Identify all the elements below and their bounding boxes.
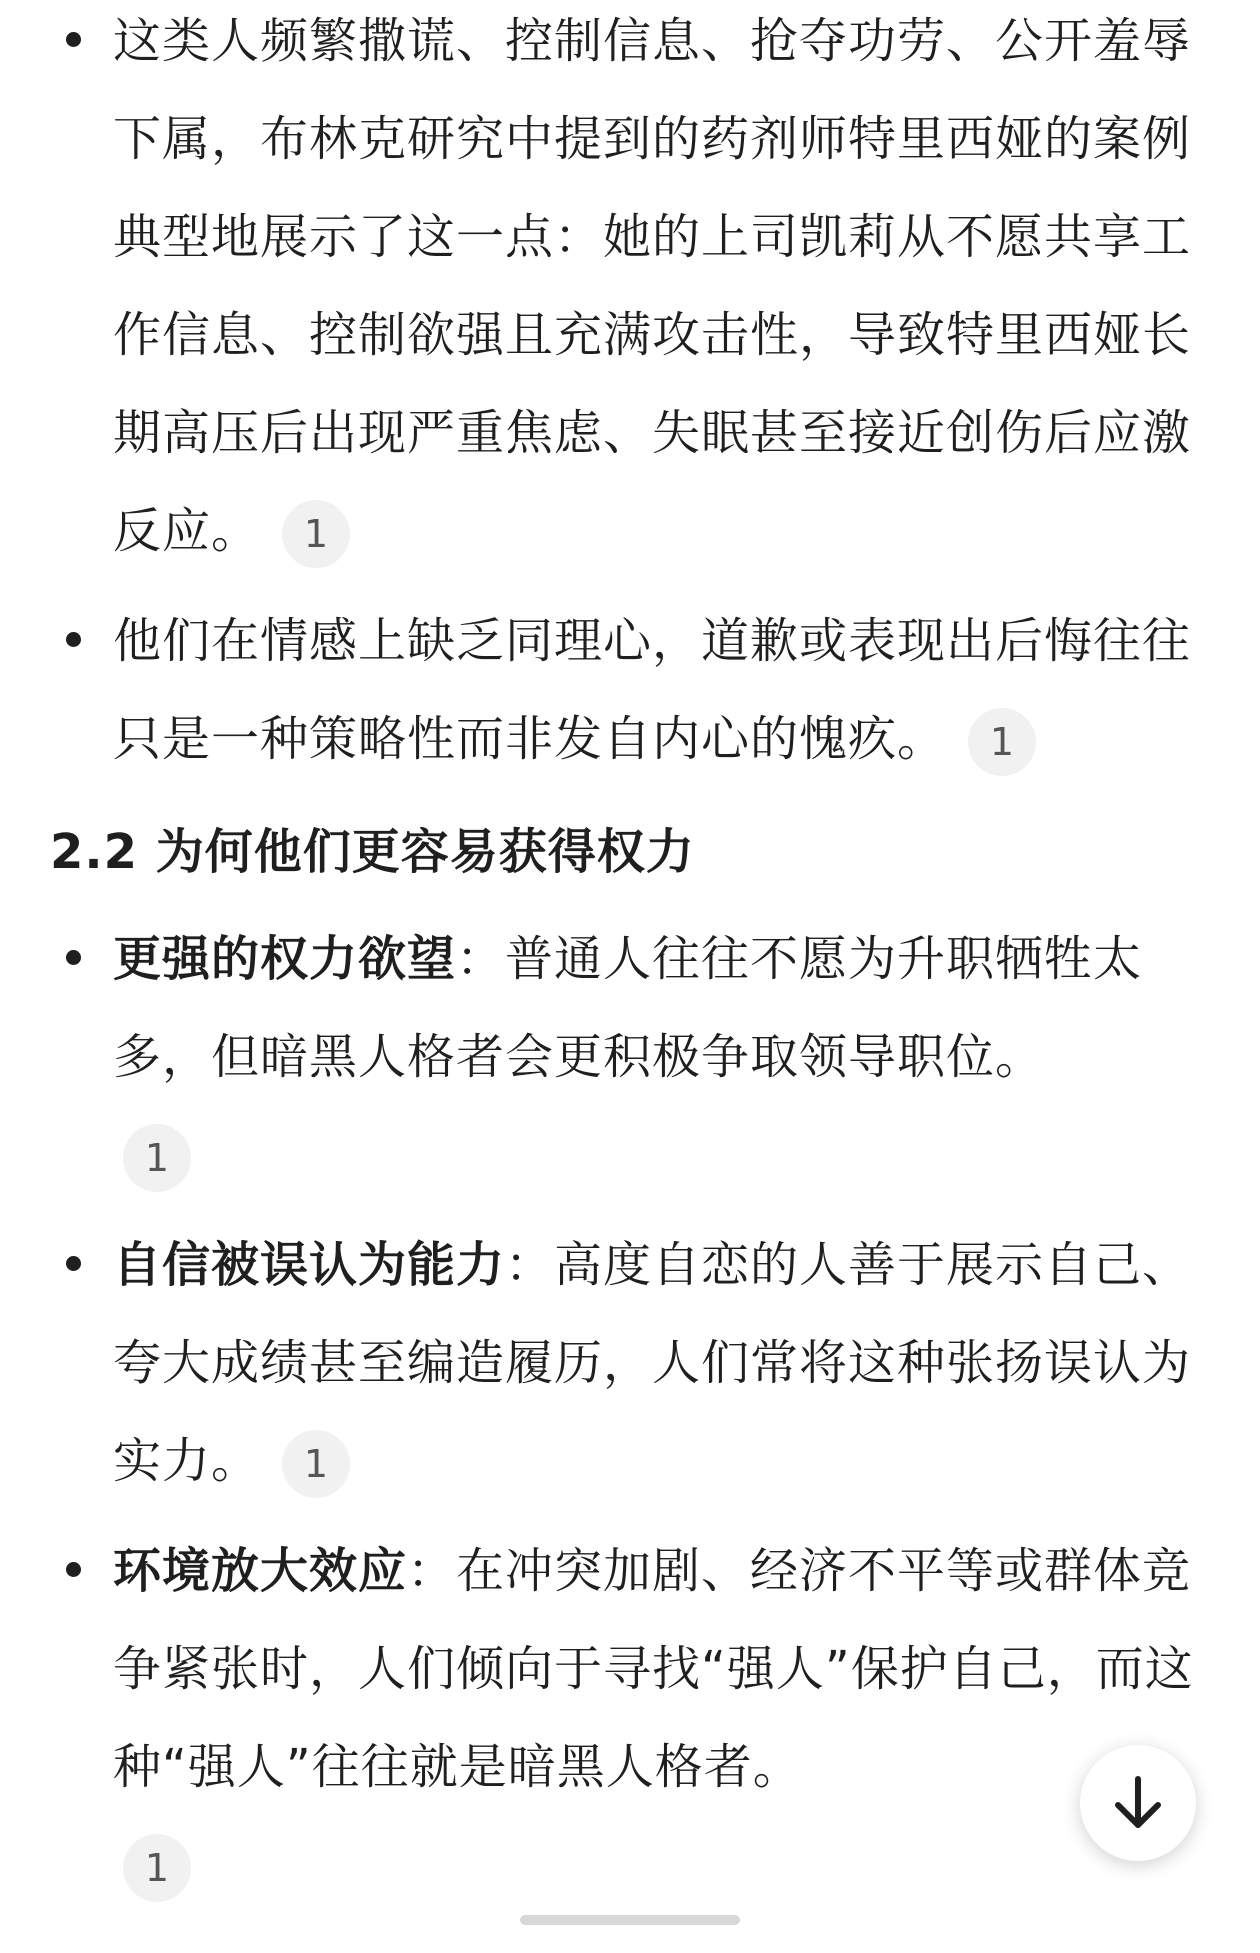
bullet-dot bbox=[66, 1256, 81, 1271]
list-item-text: 他们在情感上缺乏同理心，道歉或表现出后悔往往只是一种策略性而非发自内心的愧疚。 bbox=[113, 613, 1192, 767]
list-item bbox=[0, 592, 1260, 788]
scroll-to-bottom-button[interactable] bbox=[1080, 1745, 1196, 1861]
bullet-dot bbox=[66, 950, 81, 965]
list-item-text: ：高度自恋的人善于展示自己、夸大成绩甚至编造履历，人们常将这种张扬误认为实力。 bbox=[113, 1237, 1192, 1489]
citation-badge[interactable]: 1 bbox=[968, 708, 1036, 776]
list-item-text: 这类人频繁撒谎、控制信息、抢夺功劳、公开羞辱下属，布林克研究中提到的药剂师特里西娅的案例典型地展示了这一点：她的上司凯莉从不愿共享工作信息、控制欲强且充满攻击性，导致特里西娅长期高压后出现严重焦虑、失眠甚至接近创伤后应激反应。 bbox=[113, 13, 1192, 559]
list-item-title: 环境放大效应 bbox=[113, 1543, 408, 1599]
list-item bbox=[0, 1522, 1260, 1914]
list-item-title: 更强的权力欲望 bbox=[113, 931, 457, 987]
arrow-down-icon bbox=[1112, 1775, 1164, 1831]
citation-badge[interactable]: 1 bbox=[123, 1834, 191, 1902]
list-item bbox=[0, 1216, 1260, 1510]
list-item-text: ：普通人往往不愿为升职牺牲太多，但暗黑人格者会更积极争取领导职位。 bbox=[113, 931, 1143, 1085]
bullet-dot bbox=[66, 632, 81, 647]
bullet-list-2 bbox=[0, 910, 1260, 1914]
list-item bbox=[0, 0, 1260, 580]
bullet-dot bbox=[66, 32, 81, 47]
home-indicator bbox=[520, 1915, 740, 1925]
citation-badge[interactable]: 1 bbox=[282, 500, 350, 568]
bullet-dot bbox=[66, 1562, 81, 1577]
citation-badge[interactable]: 1 bbox=[123, 1124, 191, 1192]
section-heading: 2.2 为何他们更容易获得权力 bbox=[50, 824, 695, 880]
bullet-list-1 bbox=[0, 0, 1260, 788]
list-item bbox=[0, 910, 1260, 1204]
list-item-text: ：在冲突加剧、经济不平等或群体竞争紧张时，人们倾向于寻找“强人”保护自己，而这种“强人”往往就是暗黑人格者。 bbox=[113, 1543, 1194, 1795]
citation-badge[interactable]: 1 bbox=[282, 1430, 350, 1498]
list-item-title: 自信被误认为能力 bbox=[113, 1237, 506, 1293]
